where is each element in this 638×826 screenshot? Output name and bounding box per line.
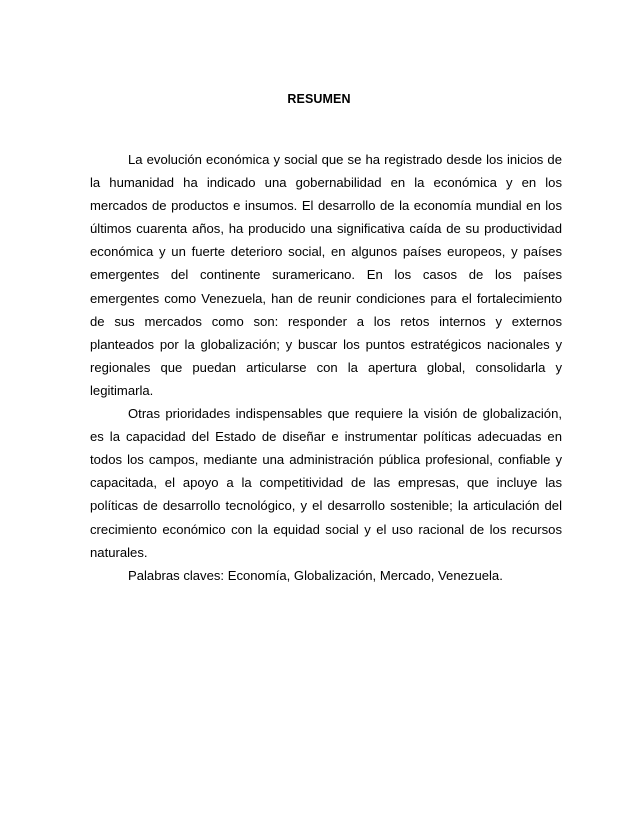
abstract-paragraph-1: La evolución económica y social que se ha registrado desde los inicios de la humanidad ha indicado una gobernabilidad en la económica y en los mercados de productos e insumos. El desarrollo de la economía mundial en los últimos cuarenta años, ha producido una significativa caída de su productividad económica y un fuerte deterioro social, en algunos países europeos, y países emergentes del continente suramericano. En los casos de los países emergentes como Venezuela, han de reunir condiciones para el fortalecimiento de sus mercados como son: responder a los retos internos y externos planteados por la globalización; y buscar los puntos estratégicos nacionales y regionales que puedan articularse con la apertura global, consolidarla y legitimarla. [90,152,562,398]
abstract-body [90,148,562,587]
abstract-paragraph-2: Otras prioridades indispensables que requiere la visión de globalización, es la capacidad del Estado de diseñar e instrumentar políticas adecuadas en todos los campos, mediante una administración pública profesional, confiable y capacitada, el apoyo a la competitividad de las empresas, que incluye las políticas de desarrollo tecnológico, y el desarrollo sostenible; la articulación del crecimiento económico con la equidad social y el uso racional de los recursos naturales. [90,406,562,560]
page-title: RESUMEN [287,92,351,106]
keywords-line: Palabras claves: Economía, Globalización, Mercado, Venezuela. [128,567,503,583]
